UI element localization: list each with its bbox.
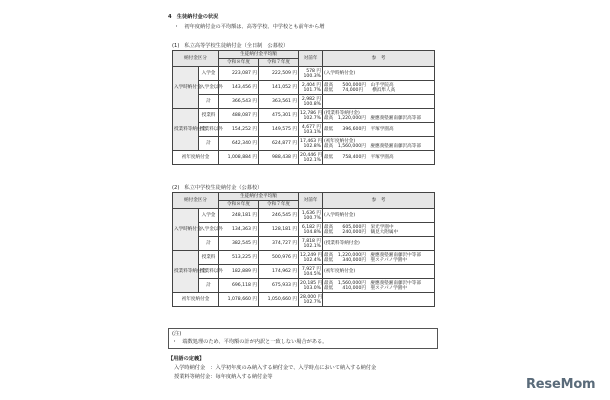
ref-cell [323,293,435,307]
table-total-row [173,293,435,307]
table-row [173,223,435,237]
value-year8: 696,118 円 [219,279,259,293]
ratio-cell: 28,000 円 102.7% [300,294,323,305]
total-year7: 988,438 円 [259,151,299,165]
table2-caption: (2) 私立中学校生徒納付金（公募校） [172,185,263,191]
table-row [173,209,435,223]
ref-cell: (初年度納付金) [323,265,435,279]
ref-cell: (授業料等納付金) 最高 1,220,000円 慶應義塾湘南藤沢高等部 [323,109,435,123]
row-label: 授業料以外 [199,123,219,137]
total-year8: 1,008,884 円 [219,151,259,165]
header-category: 納付金区分 [173,51,219,67]
group-name: 授業料等納付金 [173,251,199,293]
value-year7: 675,933 円 [259,279,299,293]
value-year8: 642,340 円 [219,137,259,151]
ratio-cell: 2,982 円 100.8% [299,95,323,109]
ref-cell: 最高 1,560,000円 慶應義塾湘南藤沢中等部 最低 410,000円 聖ステパノ学園中 [323,279,435,293]
value-year8: 223,087 円 [219,67,259,81]
table-total-row [173,151,435,165]
glossary-line-1: 入学時納付金 ：入学初年度のみ納入する納付金で、入学時点において納入する納付金 [174,365,377,371]
table-row [173,265,435,279]
table-row [173,67,435,81]
glossary-line-2: 授業料等納付金：毎年度納入する納付金等 [174,374,273,380]
header-category: 納付金区分 [173,193,219,209]
ratio-cell: 578 円 100.3% [299,67,323,81]
value-year7: 500,976 円 [259,251,299,265]
table-row [173,81,435,95]
row-label: 入学金 [199,67,219,81]
ratio-cell: 20,185 円 103.0% [300,280,323,291]
row-label: 授業料以外 [199,265,219,279]
ref-cell: 最低 758,400円 平塚学園高 [323,151,435,165]
row-label: 入学金 [199,209,219,223]
total-label: 初年度納付金 [173,151,219,165]
value-year7: 174,962 円 [259,265,299,279]
resemom-logo [526,377,595,392]
group-name: 入学時納付金 [173,209,199,251]
row-label: 授業料 [199,251,219,265]
header-ratio: 対前年 [299,51,323,67]
ratio-cell: 12,249 円 102.4% [300,252,323,263]
value-year8: 513,225 円 [219,251,259,265]
value-year8: 488,087 円 [219,109,259,123]
table-row [173,237,435,251]
header-ratio: 対前年 [299,193,323,209]
ref-cell: 最高 1,220,000円 慶應義塾湘南藤沢中等部 最低 340,000円 聖ステパノ学園中 [323,251,435,265]
header-ref: 参 考 [323,193,435,209]
table-row [173,137,435,151]
ref-cell: (授業料等納付金) [323,237,435,251]
row-label: 計 [199,237,219,251]
value-year7: 246,545 円 [259,209,299,223]
ref-cell: (初年度納付金) 最高 1,560,000円 慶應義塾湘南藤沢高等部 [323,137,435,151]
group-name: 入学時納付金 [173,67,199,109]
ref-cell: (入学時納付金) [323,67,435,81]
value-year8: 143,456 円 [219,81,259,95]
ref-cell: 最低 396,600円 平塚学園高 [323,123,435,137]
ratio-cell: 1,636 円 100.7% [299,209,323,223]
row-label: 入学金以外 [199,223,219,237]
value-year7: 141,052 円 [259,81,299,95]
value-year8: 182,889 円 [219,265,259,279]
value-year7: 222,509 円 [259,67,299,81]
value-year8: 134,363 円 [219,223,259,237]
value-year7: 475,301 円 [259,109,299,123]
ratio-cell: 12,786 円 102.7% [300,110,323,121]
table-row [173,123,435,137]
value-year8: 366,543 円 [219,95,259,109]
ratio-cell: 20,446 円 102.1% [300,152,323,163]
glossary-title: 【用語の定義】 [168,356,205,362]
logo-text-rese: Rese [526,377,561,392]
header-year7: 令和７年度 [259,59,299,67]
ratio-cell: 17,463 円 102.8% [300,138,323,149]
row-label: 計 [199,95,219,109]
header-avg: 生徒納付金平均額 [219,193,299,201]
section-bullet: ・ 初年度納付金の平均額は、高等学校、中学校とも前年から増 [174,24,325,30]
header-year7: 令和７年度 [259,201,299,209]
ref-cell: (入学時納付金) [323,209,435,223]
value-year7: 128,181 円 [259,223,299,237]
ratio-cell: 7,927 円 104.5% [299,265,323,279]
row-label: 計 [199,137,219,151]
table2 [172,192,435,307]
header-year8: 令和８年度 [219,59,259,67]
row-label: 入学金以外 [199,81,219,95]
table-row [173,109,435,123]
note-box [168,328,438,349]
value-year8: 248,181 円 [219,209,259,223]
ref-cell [323,95,435,109]
header-avg: 生徒納付金平均額 [219,51,299,59]
logo-text-mom: Mom [560,377,596,392]
total-label: 初年度納付金 [173,293,219,307]
note-text: ・ 端数処理のため、平均額の計が内訳と一致しない場合がある。 [172,339,328,345]
table1 [172,50,435,165]
header-ref: 参 考 [323,51,435,67]
group-name: 授業料等納付金 [173,109,199,151]
header-year8: 令和８年度 [219,201,259,209]
table-row [173,251,435,265]
total-year8: 1,078,660 円 [219,293,259,307]
note-title: (注) [172,331,182,337]
value-year7: 624,877 円 [259,137,299,151]
ratio-cell: 2,404 円 101.7% [299,81,323,95]
total-year7: 1,050,660 円 [259,293,299,307]
table-row [173,95,435,109]
ref-cell: 最高 500,000円 山手学院高 最低 74,000円 横浜隼人高 [323,81,435,95]
table1-caption: (1) 私立高等学校生徒納付金（全日制 公募校） [172,43,289,49]
ref-cell: 最高 605,000円 栄光学園中 最低 240,000円 鶴見大附属中 [323,223,435,237]
value-year7: 363,561 円 [259,95,299,109]
ratio-cell: 6,182 円 104.8% [299,223,323,237]
row-label: 計 [199,279,219,293]
section-title: 4 生徒納付金の状況 [168,14,219,20]
value-year8: 154,252 円 [219,123,259,137]
value-year7: 374,727 円 [259,237,299,251]
ratio-cell: 4,677 円 103.1% [299,123,323,137]
value-year8: 382,545 円 [219,237,259,251]
row-label: 授業料 [199,109,219,123]
table-row [173,279,435,293]
value-year7: 149,575 円 [259,123,299,137]
ratio-cell: 7,818 円 102.1% [299,237,323,251]
